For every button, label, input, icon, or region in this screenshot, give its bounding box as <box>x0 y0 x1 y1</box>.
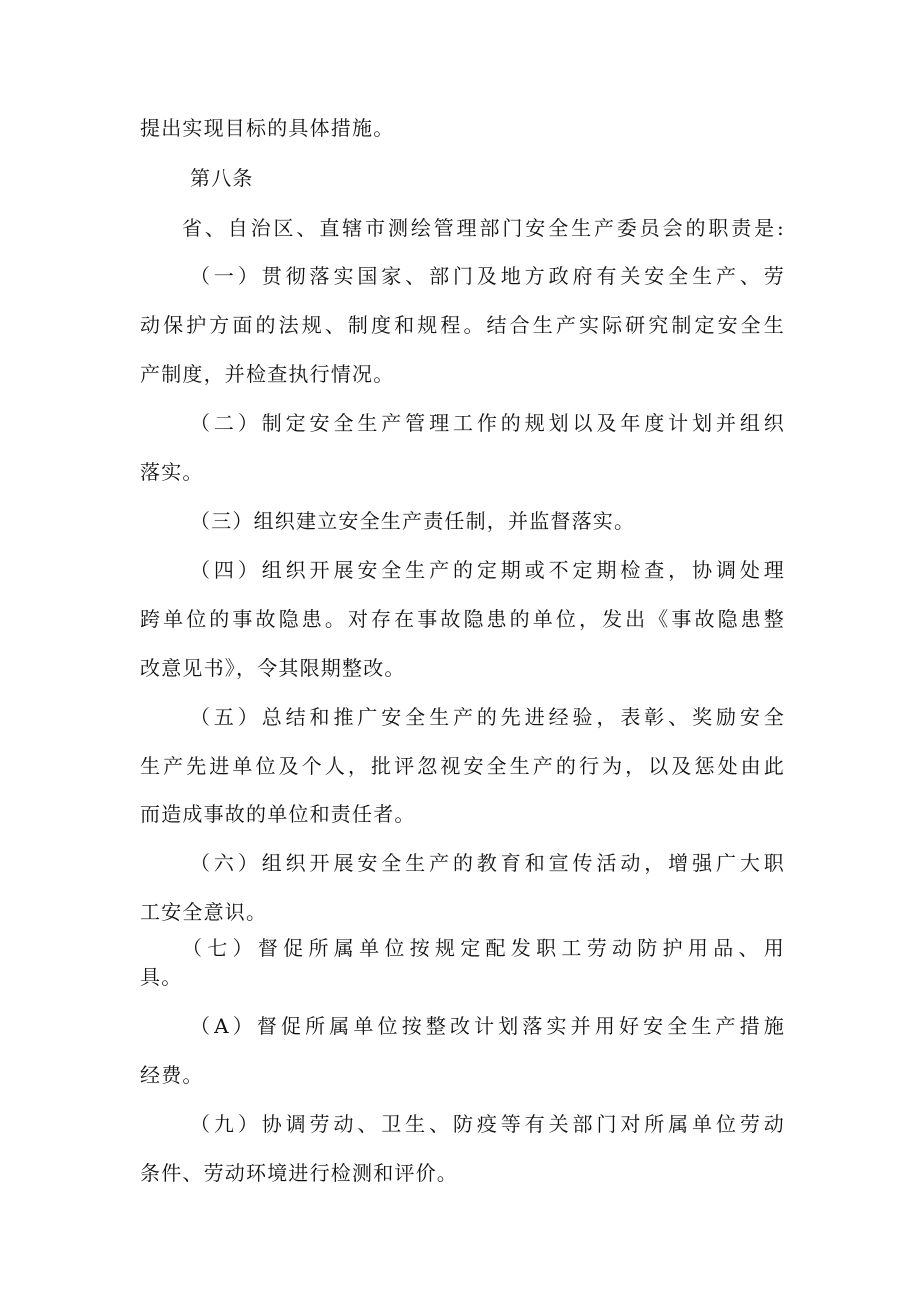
text-line: 省、自治区、直辖市测绘管理部门安全生产委员会的职责是: <box>182 216 785 240</box>
article-heading: 第八条 <box>190 166 254 190</box>
text-line: 而造成事故的单位和责任者。 <box>140 802 416 826</box>
text-line: 条件、劳动环境进行检测和评价。 <box>140 1161 458 1185</box>
list-item-9: （九）协调劳动、卫生、防疫等有关部门对所属单位劳动 <box>190 1112 785 1136</box>
text-line: 生产先进单位及个人，批评忽视安全生产的行为，以及惩处由此 <box>140 754 785 778</box>
text-line: 工安全意识。 <box>140 900 268 924</box>
list-item-8: （A）督促所属单位按整改计划落实并用好安全生产措施 <box>190 1014 785 1038</box>
text-line: 产制度，并检查执行情况。 <box>140 362 395 386</box>
text-line: 动保护方面的法规、制度和规程。结合生产实际研究制定安全生 <box>140 313 785 337</box>
text-line: 跨单位的事故隐患。对存在事故隐患的单位，发出《事故隐患整 <box>140 607 785 631</box>
list-item-2: （二）制定安全生产管理工作的规划以及年度计划并组织 <box>190 411 785 435</box>
list-item-3: （三）组织建立安全生产责任制，并监督落实。 <box>190 509 636 533</box>
list-item-4: （四）组织开展安全生产的定期或不定期检查，协调处理 <box>190 558 785 582</box>
text-line: 落实。 <box>140 460 204 484</box>
text-line: 具。 <box>140 965 183 989</box>
text-line: 提出实现目标的具体措施。 <box>140 116 395 140</box>
list-item-5: （五）总结和推广安全生产的先进经验，表彰、奖励安全 <box>190 705 785 729</box>
text-line: 经费。 <box>140 1063 204 1087</box>
text-line: 改意见书》，令其限期整改。 <box>140 656 406 680</box>
list-item-1: （一）贯彻落实国家、部门及地方政府有关安全生产、劳 <box>190 264 785 288</box>
list-item-6: （六）组织开展安全生产的教育和宣传活动，增强广大职 <box>190 851 785 875</box>
list-item-7: （七）督促所属单位按规定配发职工劳动防护用品、用 <box>182 936 785 960</box>
